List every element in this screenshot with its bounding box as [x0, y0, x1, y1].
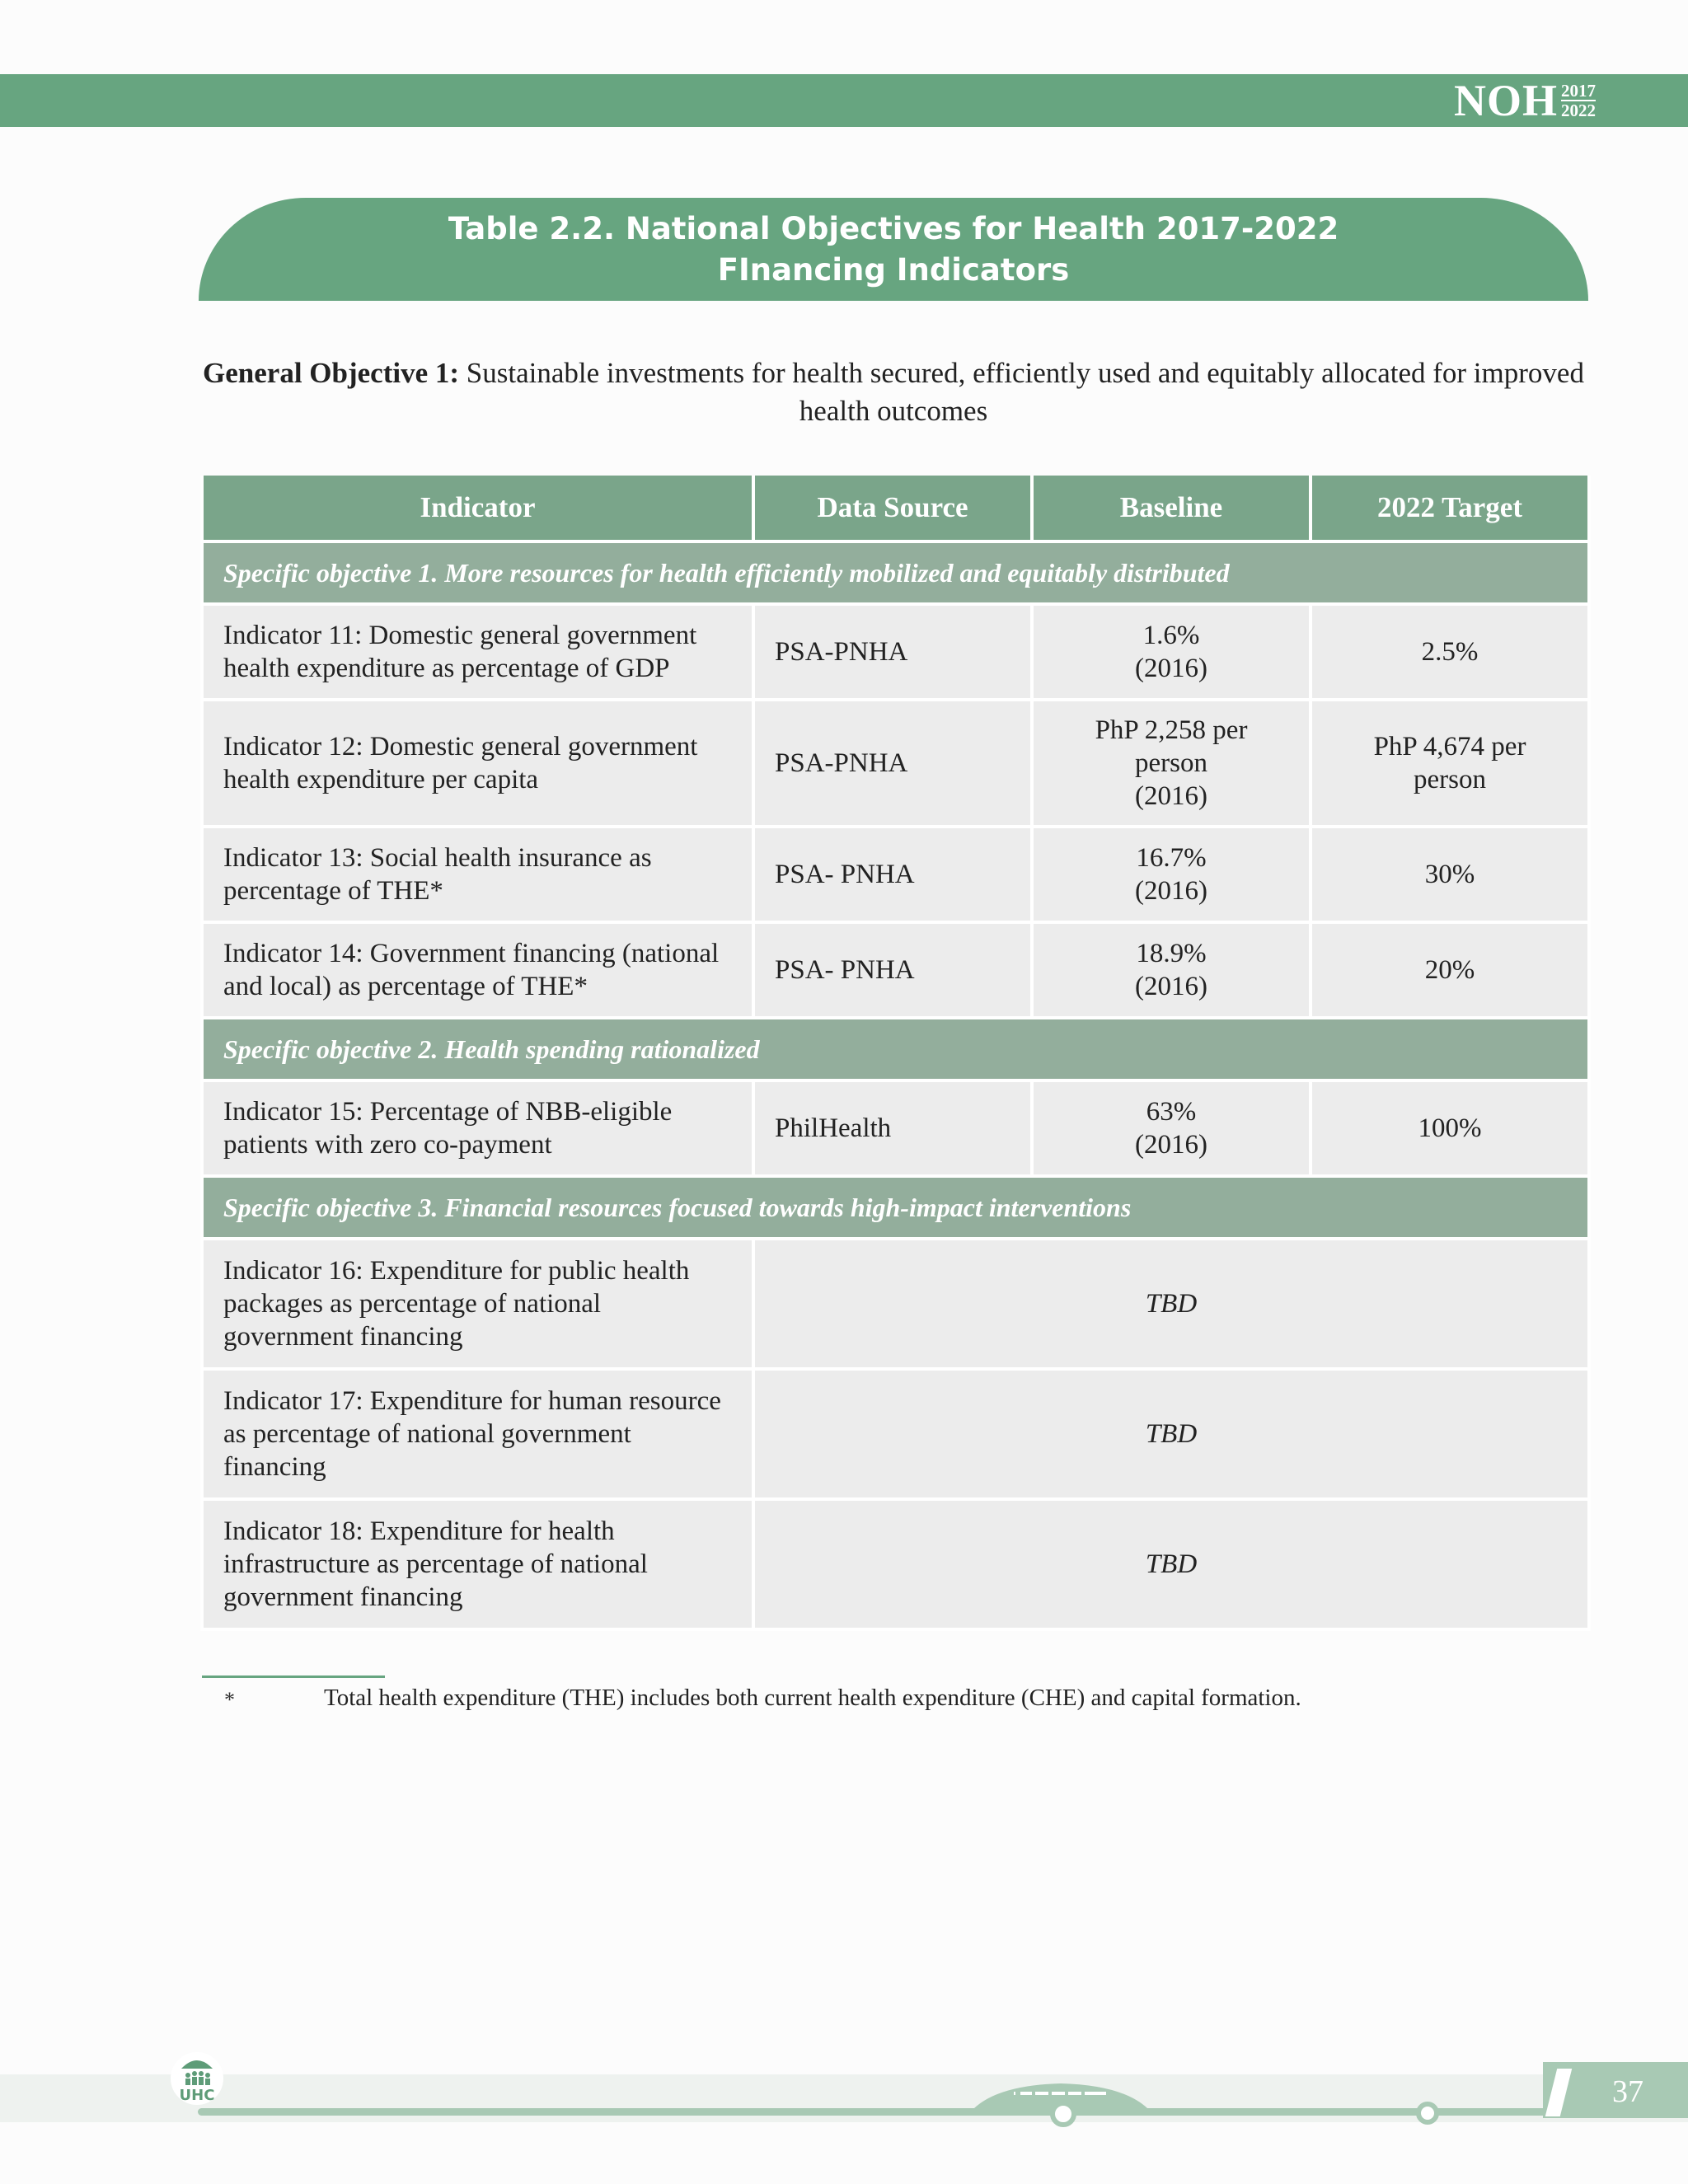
target-cell [1311, 700, 1589, 827]
data-source-cell: PSA-PNHA [753, 604, 1032, 700]
indicator-cell: Indicator 11: Domestic general government health expenditure as percentage of GDP [202, 604, 753, 700]
table-title-line1: Table 2.2. National Objectives for Health 2017-2022 [448, 210, 1339, 246]
brand-year-start: 2017 [1561, 81, 1596, 101]
baseline-value: 63% [1146, 1097, 1197, 1127]
footnote-mark: * [224, 1688, 235, 1712]
indicator-cell: Indicator 18: Expenditure for health infrastructure as percentage of national government financing [202, 1499, 753, 1629]
footnote-divider [202, 1675, 385, 1678]
general-objective [201, 354, 1586, 430]
baseline-value: 16.7% [1136, 843, 1207, 873]
footer-rail-line [198, 2108, 1550, 2116]
specific-objective-row [202, 1018, 1589, 1080]
table-row [202, 700, 1589, 827]
brand-years [1561, 82, 1596, 120]
table-row [202, 1499, 1589, 1629]
specific-objective-3: Specific objective 3. Financial resources focused towards high-impact interventions [202, 1176, 1589, 1239]
data-source-cell: PSA-PNHA [753, 700, 1032, 827]
baseline-year: (2016) [1135, 972, 1207, 1001]
baseline-cell [1032, 604, 1311, 700]
tbd-cell: TBD [753, 1499, 1589, 1629]
general-objective-text: Sustainable investments for health secured, efficiently used and equitably allocated for improved health outcomes [466, 357, 1584, 427]
header-band [0, 74, 1688, 127]
noh-brand-logo [1454, 76, 1596, 125]
table-row [202, 1080, 1589, 1176]
baseline-value: 18.9% [1136, 939, 1207, 968]
table-row [202, 922, 1589, 1018]
table-title-line2: FInancing Indicators [717, 251, 1070, 288]
baseline-year: (2016) [1135, 876, 1207, 906]
table-title-banner [199, 198, 1588, 301]
indicator-cell: Indicator 14: Government financing (national and local) as percentage of THE* [202, 922, 753, 1018]
specific-objective-row [202, 541, 1589, 604]
baseline-year: (2016) [1135, 1130, 1207, 1160]
table-row [202, 827, 1589, 922]
page-number: 37 [1612, 2074, 1643, 2109]
header-indicator: Indicator [202, 476, 753, 541]
baseline-cell [1032, 827, 1311, 922]
uhc-logo-icon [170, 2046, 224, 2111]
table-header-row [202, 476, 1589, 541]
data-source-cell: PhilHealth [753, 1080, 1032, 1176]
baseline-cell [1032, 700, 1311, 827]
baseline-year: (2016) [1135, 781, 1207, 811]
indicator-cell: Indicator 17: Expenditure for human resource as percentage of national government financing [202, 1369, 753, 1499]
tbd-cell: TBD [753, 1239, 1589, 1369]
tbd-cell: TBD [753, 1369, 1589, 1499]
target-cell: 20% [1311, 922, 1589, 1018]
table-row [202, 1239, 1589, 1369]
target-cell: 30% [1311, 827, 1589, 922]
baseline-cell [1032, 1080, 1311, 1176]
baseline-year: (2016) [1135, 654, 1207, 683]
baseline-cell [1032, 922, 1311, 1018]
brand-year-end: 2022 [1561, 101, 1596, 120]
specific-objective-2: Specific objective 2. Health spending rationalized [202, 1018, 1589, 1080]
indicator-cell: Indicator 16: Expenditure for public health packages as percentage of national government financing [202, 1239, 753, 1369]
data-source-cell: PSA- PNHA [753, 827, 1032, 922]
table-row [202, 1369, 1589, 1499]
table-row [202, 604, 1589, 700]
rail-node [1050, 2101, 1076, 2127]
brand-name: NOH [1453, 76, 1558, 125]
header-baseline: Baseline [1032, 476, 1311, 541]
header-data-source: Data Source [753, 476, 1032, 541]
specific-objective-row [202, 1176, 1589, 1239]
target-value: PhP 4,674 per person [1373, 732, 1526, 794]
target-cell: 100% [1311, 1080, 1589, 1176]
rail-node [1416, 2102, 1439, 2125]
indicator-cell: Indicator 15: Percentage of NBB-eligible patients with zero co-payment [202, 1080, 753, 1176]
indicator-cell: Indicator 13: Social health insurance as percentage of THE* [202, 827, 753, 922]
general-objective-label: General Objective 1: [203, 357, 460, 389]
footnote-text: Total health expenditure (THE) includes both current health expenditure (CHE) and capital formation. [324, 1685, 1301, 1711]
header-2022-target: 2022 Target [1311, 476, 1589, 541]
data-source-cell: PSA- PNHA [753, 922, 1032, 1018]
uhc-logo-text: UHC [179, 2087, 215, 2104]
indicator-cell: Indicator 12: Domestic general government health expenditure per capita [202, 700, 753, 827]
target-cell: 2.5% [1311, 604, 1589, 700]
indicators-table [200, 476, 1591, 1631]
baseline-value: PhP 2,258 per person [1095, 715, 1248, 778]
specific-objective-1: Specific objective 1. More resources for health efficiently mobilized and equitably distributed [202, 541, 1589, 604]
baseline-value: 1.6% [1142, 621, 1200, 650]
